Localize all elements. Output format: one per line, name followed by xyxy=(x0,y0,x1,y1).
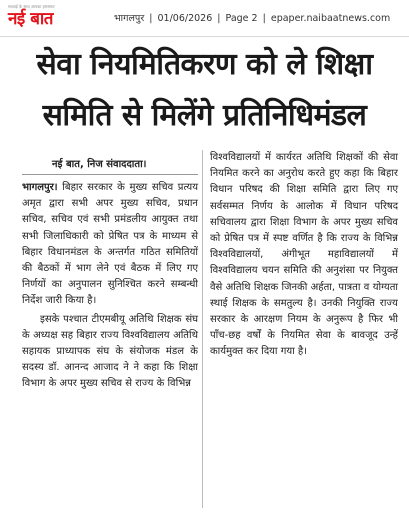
newspaper-logo[interactable] xyxy=(8,4,76,32)
separator: | xyxy=(149,13,153,24)
paragraph-1 xyxy=(22,180,198,310)
paragraph-2: इसके पश्चात टीएमबीयू अतिथि शिक्षक संघ के अध्यक्ष सह बिहार राज्य विश्वविद्यालय अतिथि सहायक प्राध्यापक संघ के संयोजक मंडल के सदस्य डॉ. आनन्द आजाद ने ने कहा कि शिक्षा विभाग के अपर मुख्य सचिव से राज्य के विभिन्न xyxy=(22,313,198,390)
byline: नई बात, निज संवाददाता। xyxy=(52,159,147,170)
article-column-left xyxy=(22,180,198,393)
edition-date: 01/06/2026 xyxy=(157,13,213,24)
site-link[interactable]: epaper.naibaatnews.com xyxy=(270,13,391,24)
byline-divider xyxy=(22,174,198,175)
paragraph-3: विश्वविद्यालयों में कार्यरत अतिथि शिक्षकों की सेवा नियमित करने का अनुरोध करते हुए कहा कि बिहार विधान परिषद की शिक्षा समिति द्वारा लिए गए सर्वसम्मत निर्णय के आलोक में विधान परिषद सचिवालय द्वारा शिक्षा विभाग के अपर मुख्य सचिव को प्रेषित पत्र में स्पष्ट वर्णित है कि राज्य के विभिन्न विश्वविद्यालयों, अंगीभूत महाविद्यालयों में विश्वविद्यालय चयन समिति की अनुशंसा पर नियुक्त वैसे अतिथि शिक्षक जिनकी अर्हता, पात्रता व योग्यता स्थाई शिक्षक के समतुल्य है। उनकी नियुक्ति राज्य सरकार के आरक्षण नियम के अनुरूप है फिर भी पाँच-छह वर्षों के नियमित सेवा के बावजूद उन्हें कार्यमुक्त कर दिया गया है। xyxy=(210,152,398,358)
logo-text: नई बात xyxy=(8,9,54,29)
headline-line-1: सेवा नियमितिकरण को ले शिक्षा xyxy=(36,47,373,82)
separator: | xyxy=(262,13,266,24)
logo-tagline: सच्चाई के साथ आपका हमसफर xyxy=(8,4,55,9)
article-column-right xyxy=(210,150,398,361)
separator: | xyxy=(217,13,221,24)
edition-city: भागलपुर xyxy=(114,13,145,24)
page-number: Page 2 xyxy=(225,13,258,24)
column-divider xyxy=(202,150,203,508)
dateline: भागलपुर। xyxy=(22,182,58,193)
paragraph-1-text: बिहार सरकार के मुख्य सचिव प्रत्यय अमृत द्वारा सभी अपर मुख्य सचिव, प्रधान सचिव, सचिव एवं सभी प्रमंडलीय आयुक्त तथा सभी जिलाधिकारी को प्रेषित पत्र के माध्यम से बिहार विधानमंडल के अन्तर्गत गठित समितियों की बैठकों में भाग लेने एवं बैठक में लिए गए निर्णयों का अनुपालन सुनिश्चित करने सम्बन्धी निर्देश जारी किया है। xyxy=(22,182,199,307)
headline-line-2: समिति से मिलेंगे प्रतिनिधिमंडल xyxy=(42,98,367,133)
epaper-header xyxy=(0,0,409,37)
edition-info xyxy=(113,11,391,24)
